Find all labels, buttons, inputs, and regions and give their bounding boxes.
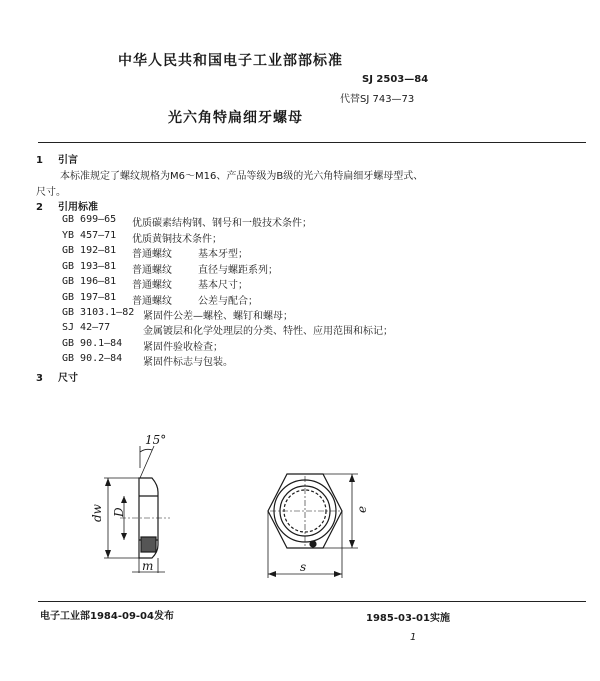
reference-code: GB 196—81 bbox=[62, 276, 117, 287]
reference-category: 普通螺纹 bbox=[132, 249, 172, 260]
section-hatch bbox=[141, 537, 156, 552]
reference-code: GB 90.1—84 bbox=[62, 338, 123, 349]
section-1-number: 1 bbox=[36, 155, 43, 166]
s-arrow-right bbox=[334, 571, 342, 577]
section-3-title: 尺寸 bbox=[58, 373, 78, 384]
dw-arrow-top bbox=[105, 478, 111, 486]
section-1-title: 引言 bbox=[58, 155, 78, 166]
s-label: s bbox=[300, 560, 307, 574]
e-label: e bbox=[355, 505, 369, 513]
s-arrow-left bbox=[268, 571, 276, 577]
replaces-standard: 代替SJ 743—73 bbox=[340, 94, 415, 105]
issuing-authority: 中华人民共和国电子工业部部标准 bbox=[118, 53, 343, 69]
marking-dot bbox=[310, 541, 316, 547]
reference-code: GB 197—81 bbox=[62, 292, 117, 303]
reference-subject: 直径与螺距系列； bbox=[198, 265, 278, 276]
d-label: D bbox=[112, 507, 126, 517]
reference-code: GB 192—81 bbox=[62, 245, 117, 256]
angle-label: 15° bbox=[145, 433, 167, 447]
standard-code: SJ 2503—84 bbox=[362, 74, 429, 85]
section-2-title: 引用标准 bbox=[58, 202, 98, 213]
reference-code: SJ 42—77 bbox=[62, 322, 111, 333]
section-3-number: 3 bbox=[36, 373, 43, 384]
m-label: m bbox=[142, 559, 154, 573]
front-view bbox=[268, 474, 358, 578]
angle-arc bbox=[140, 449, 152, 452]
reference-subject: 基本尺寸； bbox=[198, 280, 248, 291]
reference-category: 普通螺纹 bbox=[132, 296, 172, 307]
footer-divider bbox=[38, 601, 586, 602]
d-arrow-top bbox=[121, 496, 127, 503]
reference-subject: 金属镀层和化学处理层的分类、特性、应用范围和标记； bbox=[143, 326, 393, 337]
reference-subject: 紧固件公差—螺栓、螺钉和螺母； bbox=[143, 311, 293, 322]
dw-label: dw bbox=[90, 504, 104, 522]
effective-date: 1985-03-01实施 bbox=[366, 613, 450, 624]
reference-subject: 优质碳素结构钢、钢号和一般技术条件； bbox=[132, 218, 312, 229]
document-title: 光六角特扁细牙螺母 bbox=[168, 110, 303, 126]
section-1-text-line-2: 尺寸。 bbox=[36, 187, 66, 198]
reference-code: GB 699—65 bbox=[62, 214, 117, 225]
reference-code: GB 3103.1—82 bbox=[62, 307, 135, 318]
e-arrow-bottom bbox=[349, 540, 355, 548]
reference-subject: 紧固件验收检查； bbox=[143, 342, 223, 353]
reference-code: YB 457—71 bbox=[62, 230, 117, 241]
reference-category: 普通螺纹 bbox=[132, 280, 172, 291]
e-arrow-top bbox=[349, 474, 355, 482]
reference-subject: 基本牙型； bbox=[198, 249, 248, 260]
d-arrow-bottom bbox=[121, 533, 127, 540]
reference-subject: 公差与配合； bbox=[198, 296, 258, 307]
section-1-text-line-1: 本标准规定了螺纹规格为M6～M16、产品等级为B级的光六角特扁细牙螺母型式、 bbox=[60, 171, 424, 182]
issue-date: 电子工业部1984-09-04发布 bbox=[40, 611, 174, 622]
reference-code: GB 193—81 bbox=[62, 261, 117, 272]
reference-subject: 紧固件标志与包装。 bbox=[143, 357, 233, 368]
section-2-number: 2 bbox=[36, 202, 43, 213]
reference-code: GB 90.2—84 bbox=[62, 353, 123, 364]
page-number: 1 bbox=[410, 632, 417, 643]
dw-arrow-bottom bbox=[105, 550, 111, 558]
reference-category: 普通螺纹 bbox=[132, 265, 172, 276]
reference-subject: 优质黄铜技术条件； bbox=[132, 234, 222, 245]
